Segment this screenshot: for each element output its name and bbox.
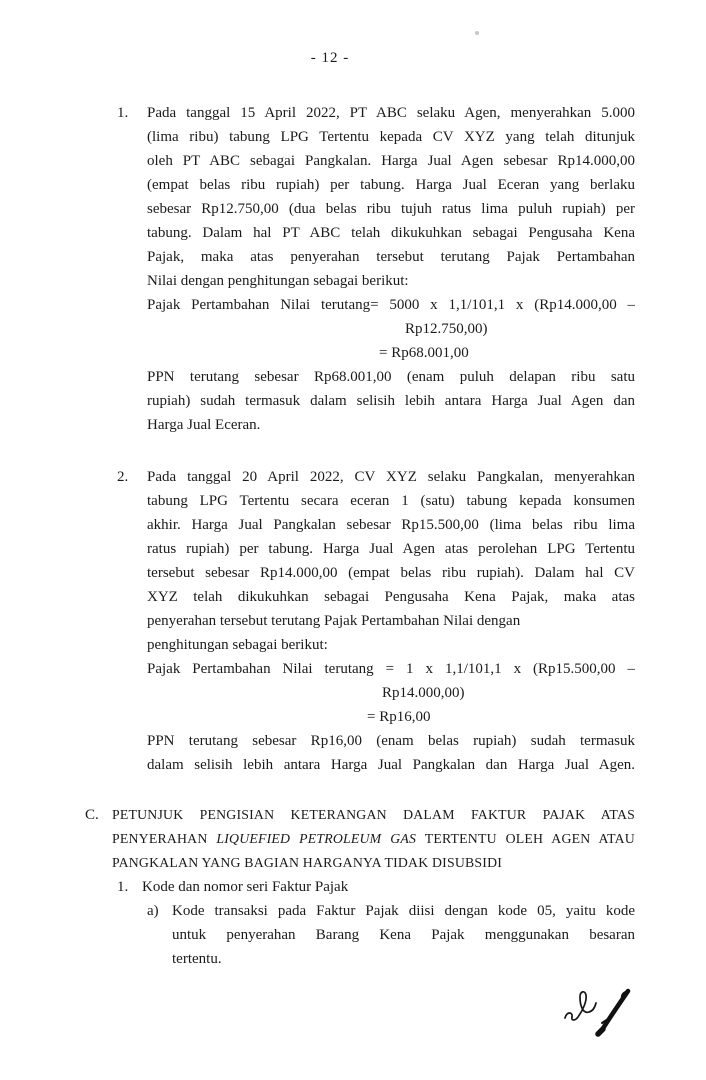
numbered-item-2 — [117, 465, 635, 777]
paragraph-line: PPN terutang sebesar Rp16,00 (enam belas rupiah) sudah termasuk — [147, 733, 635, 749]
numbered-item-1 — [117, 101, 635, 437]
paragraph-line: Pada tanggal 20 April 2022, CV XYZ selaku Pangkalan, menyerahkan — [147, 469, 635, 485]
paragraph-line: sebesar Rp12.750,00 (dua belas ribu tujuh ratus lima puluh rupiah) per — [147, 201, 635, 217]
paragraph-line: tabung LPG Tertentu secara eceran 1 (satu) tabung kepada konsumen — [147, 493, 635, 509]
paragraph-line: PPN terutang sebesar Rp68.001,00 (enam puluh delapan ribu satu — [147, 369, 635, 385]
paragraph-line: tertentu. — [172, 951, 222, 967]
section-heading-line: PETUNJUK PENGISIAN KETERANGAN DALAM FAKTUR PAJAK ATAS — [112, 807, 635, 822]
paragraph-line: (lima ribu) tabung LPG Tertentu kepada CV XYZ yang telah ditunjuk — [147, 129, 635, 145]
subitem-label: Kode dan nomor seri Faktur Pajak — [142, 879, 349, 895]
formula-result-line: = Rp68.001,00 — [379, 345, 469, 361]
paragraph-line: tersebut sebesar Rp14.000,00 (empat belas ribu rupiah). Dalam hal CV — [147, 565, 635, 581]
item-body — [147, 465, 635, 777]
paragraph-line: oleh PT ABC sebagai Pangkalan. Harga Jual Agen sebesar Rp14.000,00 — [147, 153, 635, 169]
formula-line: Rp14.000,00) — [382, 685, 465, 701]
scan-artifact-dot — [475, 31, 479, 35]
item-body — [147, 101, 635, 437]
formula-line: Pajak Pertambahan Nilai terutang = 1 x 1,1/101,1 x (Rp15.500,00 – — [147, 661, 635, 677]
paragraph-line: tabung. Dalam hal PT ABC telah dikukuhkan sebagai Pengusaha Kena — [147, 225, 635, 241]
formula-result-line: = Rp16,00 — [367, 709, 431, 725]
subitem-number: 1. — [117, 879, 129, 895]
paragraph-line: Pada tanggal 15 April 2022, PT ABC selaku Agen, menyerahkan 5.000 — [147, 105, 635, 121]
paragraph-line: Nilai dengan penghitungan sebagai berikut: — [147, 273, 409, 289]
formula-line: Pajak Pertambahan Nilai terutang= 5000 x 1,1/101,1 x (Rp14.000,00 – — [147, 297, 635, 313]
paragraph-line: akhir. Harga Jual Pangkalan sebesar Rp15.500,00 (lima belas ribu lima — [147, 517, 635, 533]
sub-subitem-body — [172, 899, 635, 971]
heading-italic-text: LIQUEFIED PETROLEUM GAS — [216, 831, 417, 846]
section-heading-line — [112, 827, 635, 851]
page-number: - 12 - — [310, 50, 350, 66]
paragraph-line: XYZ telah dikukuhkan sebagai Pengusaha Kena Pajak, maka atas — [147, 589, 635, 605]
paragraph-line: (empat belas ribu rupiah) per tabung. Harga Jual Eceran yang berlaku — [147, 177, 635, 193]
heading-text: TERTENTU OLEH AGEN ATAU — [416, 831, 635, 846]
heading-text: PENYERAHAN — [112, 831, 217, 846]
paragraph-line: untuk penyerahan Barang Kena Pajak menggunakan besaran — [172, 927, 635, 943]
paragraph-line: penghitungan sebagai berikut: — [147, 637, 328, 653]
paragraph-line: Pajak, maka atas penyerahan tersebut terutang Pajak Pertambahan — [147, 249, 635, 265]
section-heading-line: PANGKALAN YANG BAGIAN HARGANYA TIDAK DISUBSIDI — [112, 855, 503, 870]
paragraph-line: dalam selisih lebih antara Harga Jual Pangkalan dan Harga Jual Agen. — [147, 757, 635, 773]
section-c — [85, 803, 635, 971]
paragraph-line: rupiah) sudah termasuk dalam selisih lebih antara Harga Jual Agen dan — [147, 393, 635, 409]
paragraph-line: ratus rupiah) per tabung. Harga Jual Agen atas perolehan LPG Tertentu — [147, 541, 635, 557]
handwritten-paraf-signature-icon — [552, 978, 672, 1058]
section-letter-marker: C. — [85, 807, 99, 823]
paragraph-line: penyerahan tersebut terutang Pajak Pertambahan Nilai dengan — [147, 613, 521, 629]
paragraph-line: Harga Jual Eceran. — [147, 417, 261, 433]
paragraph-line: Kode transaksi pada Faktur Pajak diisi dengan kode 05, yaitu kode — [172, 903, 635, 919]
sub-subitem-marker: a) — [147, 903, 159, 919]
item-marker: 1. — [117, 105, 129, 121]
item-marker: 2. — [117, 469, 129, 485]
section-heading — [112, 803, 635, 875]
formula-line: Rp12.750,00) — [405, 321, 488, 337]
